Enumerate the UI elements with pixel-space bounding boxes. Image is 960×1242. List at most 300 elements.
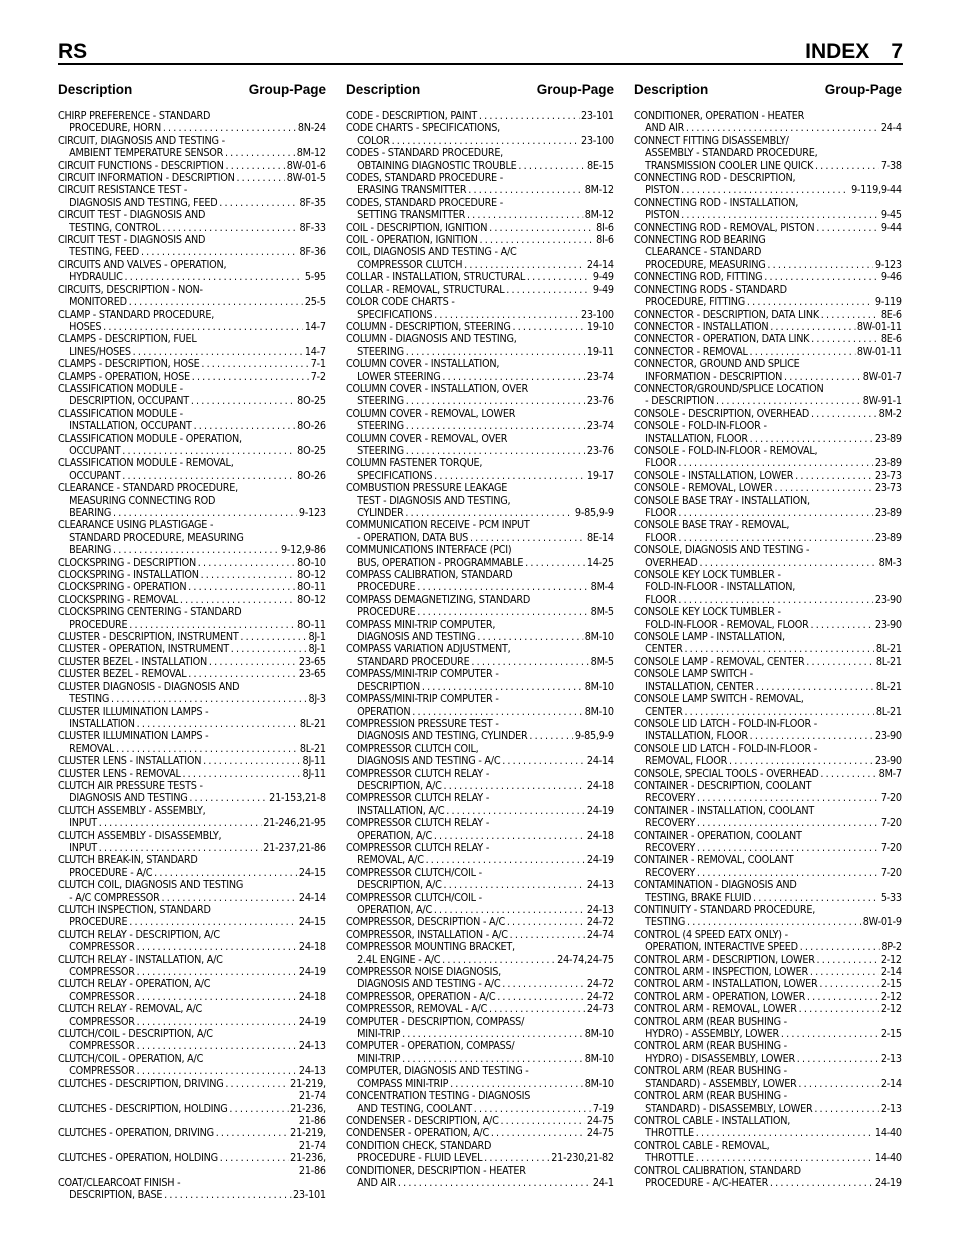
entry-final-line [634,222,902,234]
entry-final-line [346,1028,614,1040]
dot-leader [764,271,879,283]
entry-final-line [346,234,614,246]
entry-text: THROTTLE [645,1127,694,1140]
index-entry [346,519,614,544]
index-entry [634,606,902,631]
entry-text: CONNECTOR, GROUND AND SPLICE [634,358,800,371]
group-page-ref-continued: 21-86 [298,1164,326,1177]
entry-text: INPUT [69,817,97,830]
dot-leader [125,271,303,283]
dot-leader [489,1003,585,1015]
index-entry [346,172,614,197]
entry-text: COMPRESSOR, INSTALLATION - A/C [346,928,508,941]
entry-text: CLOCKSPRING CENTERING - STANDARD [58,606,242,619]
group-page-ref: 8O-11 [297,581,326,594]
index-entry [58,1053,326,1078]
index-entry [346,892,614,917]
entry-final-line [346,916,614,928]
group-page-ref: 8O-12 [297,593,326,606]
entry-text: CONTAINER - DESCRIPTION, COOLANT [634,779,812,792]
entry-text: INSTALLATION, A/C [357,804,445,817]
index-entry [634,668,902,693]
entry-text: TRANSMISSION COOLER LINE QUICK [645,159,814,172]
entry-text: INSTALLATION, FLOOR [645,730,748,743]
entry-final-line [58,1103,326,1115]
group-page-ref: 23-76 [586,395,614,408]
entry-text: COMPASS/MINI-TRIP COMPUTER - [346,668,499,681]
index-entry [634,854,902,879]
section-code: RS [58,40,88,63]
dot-leader [810,966,879,978]
group-page-ref: 8O-12 [297,569,326,582]
dot-leader [696,1127,873,1139]
entry-text: REMOVAL, A/C [357,854,424,867]
group-page-ref: 7-20 [880,866,902,879]
entry-text: PROCEDURE [69,916,128,929]
entry-text: RECOVERY [645,792,696,805]
entry-text: CLUTCHES - DESCRIPTION, HOLDING [58,1102,228,1115]
group-page-ref: 21-153,21-8 [269,792,326,805]
group-page-ref: 9-49 [592,283,614,296]
entry-text: CONNECTING ROD - REMOVAL, PISTON [634,221,815,234]
dot-leader [161,892,297,904]
group-page-ref: 23-89 [874,531,902,544]
entry-final-line [58,296,326,308]
dot-leader [122,470,295,482]
group-page-ref: 23-74 [586,420,614,433]
entry-text: SPECIFICATIONS [357,469,433,482]
group-page-ref: 24-73 [586,1003,614,1016]
index-entry [58,581,326,593]
index-entry [634,718,902,743]
entry-final-line [634,991,902,1003]
entry-text: CONCENTRATION TESTING - DIAGNOSIS [346,1090,531,1103]
entry-text: CONTROL ARM - INSPECTION, LOWER [634,966,808,979]
entry-text: SETTING TRANSMITTER [357,209,466,222]
entry-final-line [58,445,326,457]
entry-text: CLEARANCE USING PLASTIGAGE - [58,519,214,532]
dot-leader [484,1152,549,1164]
dot-leader [402,1028,583,1040]
entry-text: CLASSIFICATION MODULE - OPERATION, [58,432,242,445]
group-page-ref: 8E-6 [880,308,902,321]
entry-text: STEERING [357,420,404,433]
dot-leader [781,1028,879,1040]
group-page-ref: 24-19 [586,854,614,867]
entry-text: STEERING [357,395,404,408]
entry-text: COIL - OPERATION, IGNITION [346,234,478,247]
group-page-ref: 2-14 [880,966,902,979]
index-entry [634,284,902,309]
entry-text: CLUTCH INSPECTION, STANDARD [58,904,211,916]
group-page-ref: 24-72 [586,916,614,929]
entry-final-line [634,321,902,333]
entry-text: CLUTCH/COIL - OPERATION, A/C [58,1052,204,1065]
dot-leader [434,904,585,916]
index-entry [58,433,326,458]
index-entry [58,519,326,556]
group-page-ref: 14-25 [586,556,614,569]
entry-text: DIAGNOSIS AND TESTING, FEED [69,196,218,209]
entry-final-line [58,271,326,283]
group-page-ref: 24-15 [298,866,326,879]
entry-text: CONNECTING ROD - DESCRIPTION, [634,172,796,185]
entry-text: COMPRESSOR CLUTCH [357,258,463,271]
dot-leader [770,321,855,333]
dot-leader [697,817,879,829]
group-page-ref-continued: 21-86 [298,1114,326,1127]
group-page-ref: 23-101 [292,1189,326,1202]
group-page-ref: 8F-36 [299,246,326,259]
index-entry [634,768,902,780]
group-page-ref: 2-14 [880,1077,902,1090]
entry-text: TESTING [645,916,686,929]
index-entry [346,234,614,246]
group-page-ref: 8J-11 [302,755,326,768]
index-entry [58,681,326,706]
index-entry [346,668,614,693]
entry-final-line [58,147,326,159]
entry-text: CONNECTOR - DESCRIPTION, DATA LINK [634,308,819,321]
index-entry [634,780,902,805]
entry-text: DIAGNOSIS AND TESTING - A/C [357,978,501,991]
entry-text: COMPUTER - DESCRIPTION, COMPASS/ [346,1015,525,1028]
index-entry [634,1003,902,1015]
entry-text: CONSOLE - INSTALLATION, LOWER [634,469,794,482]
dot-leader [216,1127,289,1139]
dot-leader [434,470,585,482]
entry-final-line [58,792,326,804]
dot-leader [518,160,585,172]
entry-text: CONNECTING RODS - STANDARD [634,283,787,296]
entry-final-line [58,557,326,569]
dot-leader [753,892,879,904]
entry-final-line [346,1103,614,1115]
index-entry [346,1090,614,1115]
index-entry [634,693,902,718]
index-entry [634,333,902,345]
entry-final-line [346,581,614,593]
index-entry [58,643,326,655]
index-column-1 [58,82,326,1202]
entry-final-line [634,482,902,494]
dot-leader [154,867,297,879]
entry-final-line [58,718,326,730]
entry-final-line [58,817,326,829]
index-entry [58,234,326,259]
entry-final-line [58,755,326,767]
dot-leader [477,631,583,643]
dot-leader [468,184,583,196]
index-entry [634,929,902,954]
index-entry [346,643,614,668]
index-entry [58,309,326,334]
index-entry [346,743,614,768]
index-entry [634,222,902,234]
index-entry [58,706,326,731]
index-entry [346,929,614,941]
index-entry [634,631,902,656]
group-page-ref: 23-89 [874,507,902,519]
group-page-ref: 8M-5 [590,606,614,619]
entry-text: COMPASS VARIATION ADJUSTMENT, [346,643,511,656]
entry-final-line [634,160,902,172]
group-page-ref: 8L-21 [875,705,902,718]
entry-text: CLUTCH AIR PRESSURE TESTS - [58,779,203,792]
index-entry [634,1115,902,1140]
dot-leader [774,482,873,494]
entry-text: BEARING [69,507,112,519]
entry-text: CONSOLE - DESCRIPTION, OVERHEAD [634,407,810,420]
index-entry [58,371,326,383]
index-entry [346,271,614,283]
group-page-ref: 8F-33 [299,221,326,234]
entry-final-line [346,184,614,196]
dot-leader [137,1040,297,1052]
index-entry [58,954,326,979]
group-page-ref: 24-75 [586,1114,614,1127]
dot-leader [442,371,585,383]
entry-text: COMPASS MINI-TRIP COMPUTER, [346,618,496,631]
entry-text: COMPRESSOR [69,990,135,1003]
entry-final-line [58,656,326,668]
entry-text: CONTAINER - INSTALLATION, COOLANT [634,804,815,817]
entry-text: CLAMP - STANDARD PROCEDURE, [58,308,215,321]
entry-final-line [346,110,614,122]
entry-text: CONTROL ARM - OPERATION, LOWER [634,990,806,1003]
group-page-ref: 21-219, [290,1127,326,1140]
entry-text: CODES, STANDARD PROCEDURE - [346,172,504,185]
dot-leader [678,457,873,469]
index-entry [346,1115,614,1127]
entry-text: CONTROL CALIBRATION, STANDARD [634,1164,801,1177]
dot-leader [405,507,573,519]
index-entry [58,606,326,631]
entry-final-line [346,780,614,792]
entry-text: CLAMPS - DESCRIPTION, FUEL [58,333,197,346]
group-page-ref: 23-90 [874,755,902,768]
entry-text: COLUMN COVER - REMOVAL, LOWER [346,407,516,420]
entry-text: RECOVERY [645,817,696,830]
index-entry [634,1040,902,1065]
entry-text: COMPRESSOR, OPERATION - A/C [346,990,496,1003]
entry-final-line [58,743,326,755]
dot-leader [231,643,307,655]
group-page-ref: 9-123 [298,507,326,519]
entry-final-line [634,681,902,693]
entry-final-line [346,1177,614,1189]
dot-leader [219,197,297,209]
dot-leader [422,681,583,693]
index-entry [634,569,902,606]
entry-text: INSTALLATION, FLOOR [645,432,748,445]
dot-leader [502,978,585,990]
dot-leader [678,594,873,606]
entry-final-line [346,321,614,333]
page-header [58,26,903,62]
entry-final-line [346,259,614,271]
index-entry [58,656,326,668]
dot-leader [129,619,295,631]
index-entry [58,1152,326,1177]
dot-leader [474,1103,591,1115]
entry-text: FOLD-IN-FLOOR - REMOVAL, FLOOR [645,618,809,631]
index-entry [634,321,902,333]
entry-final-line [634,792,902,804]
entry-final-line [58,619,326,631]
entry-text: COMPRESSOR MOUNTING BRACKET, [346,941,515,954]
entry-text: FLOOR [645,531,677,544]
entry-text: CONNECTOR - OPERATION, DATA LINK [634,333,810,346]
group-page-ref: 21-236, [290,1102,326,1115]
entry-text: COMPUTER - OPERATION, COMPASS/ [346,1040,515,1053]
entry-text: CLUTCH RELAY - INSTALLATION, A/C [58,953,223,966]
entry-final-line [58,892,326,904]
index-column-2 [346,82,614,1202]
index-entry [58,1078,326,1103]
index-entry [346,991,614,1003]
entry-final-line [346,209,614,221]
entry-text: COMPRESSOR CLUTCH COIL, [346,742,479,755]
dot-leader [798,1078,879,1090]
entry-text: HYDRO) - ASSEMBLY, LOWER [645,1028,780,1041]
entry-text: CLOCKSPRING - OPERATION [58,581,187,594]
entry-text: CIRCUITS AND VALVES - OPERATION, [58,258,227,271]
dot-leader [417,581,589,593]
entry-final-line [346,681,614,693]
index-entry [346,792,614,817]
group-page-ref: 24-13 [586,879,614,892]
entry-text: CONSOLE BASE TRAY - INSTALLATION, [634,494,810,507]
index-entry [58,135,326,160]
entry-text: CIRCUIT TEST - DIAGNOSIS AND [58,234,206,247]
entry-text: CLUTCH RELAY - OPERATION, A/C [58,978,211,991]
entry-text: MINI-TRIP [357,1052,401,1065]
entry-text: COMPRESSOR, DESCRIPTION - A/C [346,916,505,929]
index-entry [346,246,614,271]
group-page-ref: 8L-21 [299,717,326,730]
entry-text: CONSOLE LAMP SWITCH - [634,668,753,681]
entry-text: CONNECT FITTING DISASSEMBLY/ [634,134,789,147]
entry-final-line [634,457,902,469]
entry-final-line [346,271,614,283]
dot-leader [164,1189,291,1201]
entry-final-line [346,309,614,321]
index-entry [346,619,614,644]
entry-text: CONDENSER - OPERATION, A/C [346,1127,489,1140]
index-entry [346,147,614,172]
entry-text: OPERATION, A/C [357,904,432,916]
header-title-block [805,40,903,64]
entry-text: PROCEDURE - A/C-HEATER [645,1176,769,1189]
entry-text: CLUTCH ASSEMBLY - ASSEMBLY, [58,804,206,817]
group-page-ref: 23-73 [874,469,902,482]
dot-leader [240,631,306,643]
entry-text: CLOCKSPRING - INSTALLATION [58,569,199,582]
dot-leader [699,557,876,569]
entry-final-line [346,606,614,618]
entry-text: ASSEMBLY - STANDARD PROCEDURE, [645,147,818,160]
group-page-ref: 9-44 [880,221,902,234]
index-entry [634,1065,902,1090]
index-entry [58,333,326,358]
entry-text: CONDITIONER, OPERATION - HEATER [634,110,805,122]
group-page-ref: 24-14 [586,258,614,271]
entry-text: CONSOLE KEY LOCK TUMBLER - [634,569,781,582]
index-entry [346,693,614,718]
entry-final-line [58,222,326,234]
group-page-ref: 5-95 [304,271,326,284]
entry-final-line [58,643,326,655]
index-entry [58,730,326,755]
entry-text: CLUTCHES - DESCRIPTION, DRIVING [58,1077,224,1090]
dot-leader [471,656,588,668]
group-page-ref: 9-46 [880,271,902,284]
entry-final-line [346,929,614,941]
index-entry [58,1177,326,1202]
index-entry [634,408,902,420]
index-entry [346,284,614,296]
entry-final-line [346,706,614,718]
index-entry [346,718,614,743]
group-page-ref: 8O-26 [297,469,326,482]
entry-text: FOLD-IN-FLOOR - INSTALLATION, [645,581,796,594]
group-page-ref: 8O-26 [297,420,326,433]
group-page-ref: 24-19 [874,1176,902,1189]
entry-final-line [634,941,902,953]
dot-leader [747,296,873,308]
group-page-ref: 24-75 [586,1127,614,1140]
dot-leader [820,768,876,780]
entry-final-line [346,991,614,1003]
index-entry [634,904,902,929]
index-entry [58,557,326,569]
entry-final-line [634,1053,902,1065]
entry-final-line [634,916,902,928]
entry-text: MINI-TRIP [357,1028,401,1041]
entry-text: CHIRP PREFERENCE - STANDARD [58,110,211,122]
dot-leader [188,668,297,680]
entry-final-line [58,916,326,928]
entry-text: COMPRESSOR, REMOVAL - A/C [346,1003,488,1016]
entry-text: CONSOLE BASE TRAY - REMOVAL, [634,519,790,532]
entry-text: STANDARD) - ASSEMBLY, LOWER [645,1077,797,1090]
group-page-ref: 14-40 [874,1152,902,1165]
entry-text: DESCRIPTION, OCCUPANT [69,395,189,408]
entry-final-line [58,371,326,383]
dot-leader [750,730,873,742]
index-entry [58,209,326,234]
entry-text: DIAGNOSIS AND TESTING [357,631,476,644]
entry-final-line [346,445,614,457]
dot-leader [406,420,585,432]
dot-leader [678,532,873,544]
entry-text: COLLAR - INSTALLATION, STRUCTURAL [346,271,526,284]
dot-leader [194,420,296,432]
entry-text: REMOVAL [69,742,115,755]
dot-leader [116,743,298,755]
entry-text: COLLAR - REMOVAL, STRUCTURAL [346,283,505,296]
dot-leader [122,445,295,457]
dot-leader [806,656,874,668]
dot-leader [479,234,594,246]
index-entry [346,594,614,619]
group-page-ref: 24-19 [298,966,326,979]
group-page-ref: 24-1 [592,1176,614,1189]
group-page-ref: 21-236, [290,1152,326,1165]
dot-leader [687,916,861,928]
entry-text: COLUMN COVER - INSTALLATION, [346,358,500,371]
